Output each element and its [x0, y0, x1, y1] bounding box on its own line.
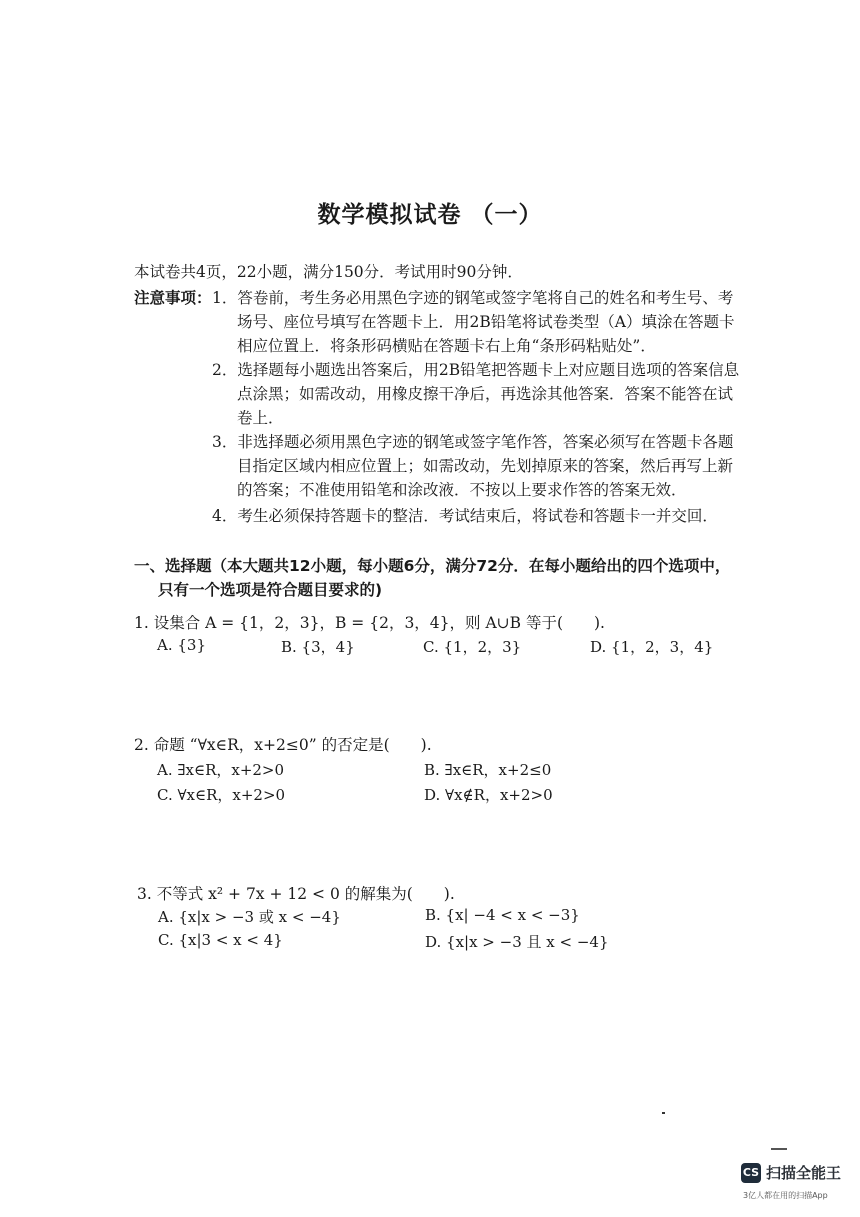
question-1-option-c: C. {1，2，3}: [423, 638, 522, 656]
question-2-option-b: B. ∃x∈R，x+2≤0: [424, 761, 552, 779]
notice-item-3-line-2: 目指定区域内相应位置上；如需改动，先划掉原来的答案，然后再写上新: [237, 457, 734, 475]
notice-item-4-line-1: 4．考生必须保持答题卡的整洁．考试结束后，将试卷和答题卡一并交回．: [212, 507, 718, 525]
notice-item-1-line-3: 相应位置上．将条形码横贴在答题卡右上角“条形码粘贴处”．: [237, 337, 656, 355]
notice-heading: 注意事项：: [134, 289, 212, 307]
question-3-option-b: B. {x| −4 < x < −3}: [425, 906, 580, 924]
page-title: 数学模拟试卷 （一）: [317, 202, 543, 228]
question-1-option-b: B. {3，4}: [281, 638, 355, 656]
question-2-option-c: C. ∀x∈R，x+2>0: [157, 786, 286, 804]
question-1-stem: 1. 设集合 A = {1，2，3}，B = {2，3，4}，则 A∪B 等于( ).: [134, 614, 605, 632]
exam-intro: 本试卷共4页，22小题，满分150分．考试用时90分钟．: [134, 263, 523, 281]
scanner-app-logo: CS: [741, 1163, 761, 1183]
scanner-app-tagline: 3亿人都在用的扫描App: [743, 1191, 828, 1200]
notice-item-3-line-1: 3．非选择题必须用黑色字迹的钢笔或签字笔作答，答案必须写在答题卡各题: [212, 433, 734, 451]
section-1-heading-cont: 只有一个选项是符合题目要求的): [158, 581, 383, 599]
notice-item-1-line-1: 1．答卷前，考生务必用黑色字迹的钢笔或签字笔将自己的姓名和考生号、考: [212, 289, 734, 307]
notice-item-2-line-2: 点涂黑；如需改动，用橡皮擦干净后，再选涂其他答案．答案不能答在试: [237, 385, 734, 403]
question-1-option-d: D. {1，2，3，4}: [590, 638, 714, 656]
question-2-option-d: D. ∀x∉R，x+2>0: [424, 786, 553, 804]
notice-item-3-line-3: 的答案；不准使用铅笔和涂改液．不按以上要求作答的答案无效．: [237, 481, 687, 499]
scanner-app-name: 扫描全能王: [766, 1164, 842, 1182]
notice-item-2-line-1: 2．选择题每小题选出答案后，用2B铅笔把答题卡上对应题目选项的答案信息: [212, 361, 740, 379]
question-1-option-a: A. {3}: [157, 636, 206, 654]
question-2-stem: 2. 命题 “∀x∈R，x+2≤0” 的否定是( ).: [134, 736, 432, 754]
scan-speck: [771, 1148, 787, 1150]
question-3-option-a: A. {x|x > −3 或 x < −4}: [158, 908, 341, 926]
question-2-option-a: A. ∃x∈R，x+2>0: [157, 761, 285, 779]
question-3-option-d: D. {x|x > −3 且 x < −4}: [425, 933, 609, 951]
notice-item-1-line-2: 场号、座位号填写在答题卡上．用2B铅笔将试卷类型（A）填涂在答题卡: [237, 313, 735, 331]
question-3-stem: 3. 不等式 x² + 7x + 12 < 0 的解集为( ).: [137, 885, 455, 903]
notice-item-2-line-3: 卷上．: [237, 409, 284, 427]
scan-speck: [662, 1112, 665, 1114]
question-3-option-c: C. {x|3 < x < 4}: [158, 931, 283, 949]
section-1-heading: 一、选择题（本大题共12小题，每小题6分，满分72分．在每小题给出的四个选项中，: [134, 557, 731, 575]
